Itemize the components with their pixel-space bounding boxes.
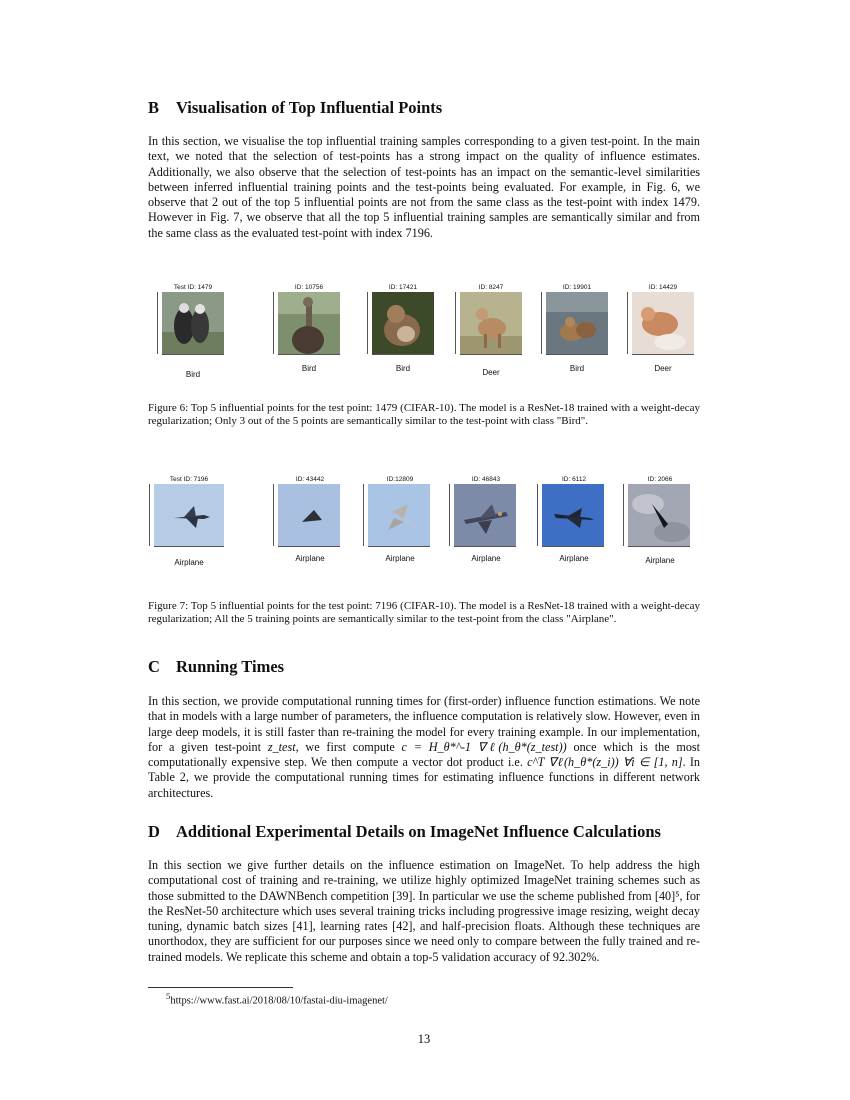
figure-7-caption: Figure 7: Top 5 influential points for the test point: 7196 (CIFAR-10). The model is a ResNet-18 trained with a weight-decay regularization; All the 5 training points are semantically similar to the test-point from the class "Airplane". (148, 600, 700, 626)
x-axis (454, 546, 516, 550)
section-number: B (148, 98, 160, 117)
y-axis (154, 292, 158, 354)
thumb-id: ID: 14429 (648, 284, 678, 291)
footnote-rule (148, 987, 293, 988)
thumb-id: ID: 17421 (388, 284, 418, 291)
section-c-heading (148, 657, 284, 677)
thumb-id: ID: 43442 (295, 476, 325, 483)
figure-7-thumb-3 (450, 476, 522, 572)
text-run: In this section, we provide computational running times for (first-order) influence function estimations. We note that in models with a large number of parameters, the influence computation is relatively slow. However, even in large deep models, it is still faster than re-training the model for every training example. In our implementation, for a given test-point (148, 694, 700, 754)
thumb-id: ID: 8247 (478, 284, 504, 291)
airplane-image (368, 484, 430, 546)
math-c: c = H_θ*^-1 ∇ℓ(h_θ*(z_test)) (401, 739, 567, 754)
figure-6-caption: Figure 6: Top 5 influential points for the test point: 1479 (CIFAR-10). The model is a ResNet-18 trained with a weight-decay regularization; Only 3 out of the 5 points are semantically similar to the test-point with class "Bird". (148, 402, 700, 428)
x-axis (278, 546, 340, 550)
y-axis (364, 292, 368, 354)
x-axis (372, 354, 434, 358)
thumb-label: Deer (654, 364, 672, 373)
thumb-label: Bird (301, 364, 317, 373)
section-b-paragraph: In this section, we visualise the top influential training samples corresponding to a given test-point. In the main text, we noted that the selection of test-points has a strong impact on the quality of influence estimates. Additionally, we also observe that the selection of test-points has an impact on the semantic-level similarities between inferred influential training points and the test-points being evaluated. For example, in Fig. 6, we observe that 2 out of the top 5 influential points are not from the same class as the test-point with index 1479. However in Fig. 7, we observe that all the top 5 influential training samples are semantically similar and from the same class as the evaluated test-point with index 7196. (148, 134, 700, 240)
figure-7-thumb-test (150, 476, 228, 572)
thumb-id: ID:12809 (386, 476, 414, 483)
figure-6-thumb-test (158, 284, 228, 380)
text-run: once which is the most computationally expensive step. We then compute a vector dot product i.e. (148, 739, 701, 770)
thumb-label: Bird (395, 364, 411, 373)
thumb-id: ID: 2066 (647, 476, 673, 483)
deer-image (632, 292, 694, 354)
footnote-url[interactable]: https://www.fast.ai/2018/08/10/fastai-diu-imagenet/ (170, 995, 388, 1007)
airplane-image (154, 484, 224, 546)
figure-6-thumb-5 (628, 284, 698, 380)
thumb-label: Deer (482, 368, 500, 377)
thumb-id: ID: 6112 (561, 476, 587, 483)
section-d-heading (148, 822, 661, 842)
ostrich-image (278, 292, 340, 354)
y-axis (270, 292, 274, 354)
thumb-label: Bird (569, 364, 585, 373)
airplane-image (628, 484, 690, 546)
x-axis (632, 354, 694, 358)
x-axis (460, 354, 522, 358)
thumb-label: Airplane (559, 554, 589, 563)
thumb-id: ID: 10756 (294, 284, 324, 291)
footnote-mark: 5 (166, 991, 171, 1001)
figure-7-thumb-5 (624, 476, 696, 572)
figure-6 (148, 284, 700, 394)
thumb-label: Airplane (174, 558, 204, 567)
section-c-paragraph (148, 694, 700, 801)
y-axis (446, 484, 450, 546)
math-ztest: z_test (267, 739, 296, 754)
x-axis (154, 546, 224, 550)
text-run: . In Table 2, we provide the computational running times for estimating influence functions in different network architectures. (148, 755, 701, 800)
x-axis (546, 354, 608, 358)
airplane-image (542, 484, 604, 546)
section-d-paragraph: In this section we give further details on the influence estimation on ImageNet. To help address the high computational cost of training and re-training, we utilize highly optimized ImageNet training schemes such as those submitted to the DAWNBench competition [39]. In particular we use the scheme published from [40]⁵, for the ResNet-50 architecture which uses several training tricks including progressive image resizing, weight decay tuning, dynamic batch sizes [41], learning rates [42], and half-precision floats. Although these techniques are unorthodox, they are sufficient for our purposes since we need only to compare between the fully trained and re-trained models. We replicate this scheme and obtain a top-5 validation accuracy of 92.302%. (148, 858, 700, 964)
y-axis (270, 484, 274, 546)
airplane-image (278, 484, 340, 546)
x-axis (162, 354, 224, 358)
figure-6-thumb-4 (542, 284, 612, 380)
deer-image (460, 292, 522, 354)
section-title: Additional Experimental Details on ImageNet Influence Calculations (176, 822, 661, 841)
thumb-id: ID: 19901 (562, 284, 592, 291)
airplane-image (454, 484, 516, 546)
thumb-id: Test ID: 1479 (173, 284, 213, 291)
figure-6-thumb-3 (456, 284, 526, 380)
section-title: Visualisation of Top Influential Points (176, 98, 443, 117)
y-axis (624, 292, 628, 354)
figure-7 (148, 476, 700, 586)
section-number: D (148, 822, 160, 841)
figure-6-thumb-2 (368, 284, 438, 380)
y-axis (146, 484, 150, 546)
y-axis (360, 484, 364, 546)
thumb-id: Test ID: 7196 (169, 476, 209, 483)
thumb-id: ID: 46843 (471, 476, 501, 483)
x-axis (542, 546, 604, 550)
x-axis (628, 546, 690, 550)
figure-6-thumb-1 (274, 284, 344, 380)
thumb-label: Airplane (295, 554, 325, 563)
y-axis (538, 292, 542, 354)
thumb-label: Airplane (471, 554, 501, 563)
footnote (166, 991, 388, 1007)
x-axis (368, 546, 430, 550)
bird-image (162, 292, 224, 354)
figure-7-thumb-4 (538, 476, 610, 572)
thumb-label: Airplane (385, 554, 415, 563)
figure-7-thumb-2 (364, 476, 436, 572)
x-axis (278, 354, 340, 358)
math-dot-product: c^T ∇ℓ(h_θ*(z_i)) ∀i ∈ [1, n] (527, 755, 683, 770)
bird-image (372, 292, 434, 354)
section-title: Running Times (176, 657, 285, 676)
page-number: 13 (417, 1032, 431, 1046)
figure-7-thumb-1 (274, 476, 346, 572)
thumb-label: Airplane (645, 556, 675, 565)
section-b-heading (148, 98, 442, 118)
text-run: , we first compute (295, 739, 395, 754)
y-axis (452, 292, 456, 354)
y-axis (620, 484, 624, 546)
y-axis (534, 484, 538, 546)
bird-image (546, 292, 608, 354)
section-number: C (148, 657, 160, 676)
thumb-label: Bird (185, 370, 201, 379)
